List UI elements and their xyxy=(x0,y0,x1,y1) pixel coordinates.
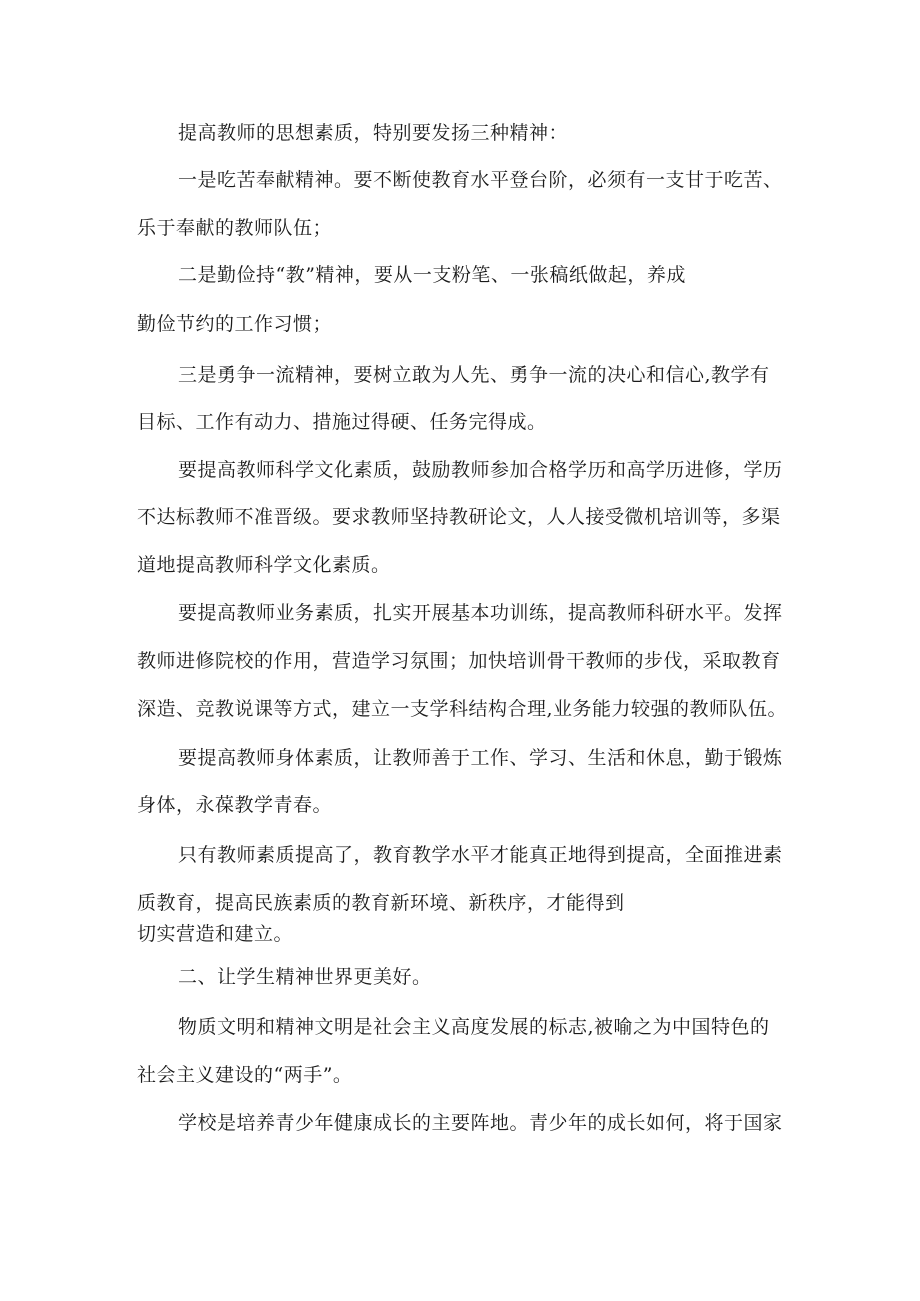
text-line: 质教育，提高民族素质的教育新环境、新秩序，才能得到 xyxy=(137,892,625,914)
section-heading: 二、让学生精神世界更美好。 xyxy=(178,966,432,988)
text-line: 要提高教师业务素质，扎实开展基本功训练，提高教师科研水平。发挥 xyxy=(178,602,783,624)
text-line: 教师进修院校的作用，营造学习氛围；加快培训骨干教师的步伐，采取教育 xyxy=(137,650,781,672)
text-line: 物质文明和精神文明是社会主义高度发展的标志,被喻之为中国特色的 xyxy=(178,1016,770,1038)
text-line: 要提高教师科学文化素质，鼓励教师参加合格学历和高学历进修，学历 xyxy=(178,459,783,481)
text-line: 道地提高教师科学文化素质。 xyxy=(137,554,391,576)
text-line: 深造、竞教说课等方式，建立一支学科结构合理,业务能力较强的教师队伍。 xyxy=(137,698,788,720)
text-line: 社会主义建设的“两手”。 xyxy=(137,1064,353,1086)
text-line: 切实营造和建立。 xyxy=(137,923,294,945)
text-line: 乐于奉献的教师队伍； xyxy=(137,217,333,239)
text-line: 身体，永葆教学青春。 xyxy=(137,794,333,816)
text-line: 提高教师的思想素质，特别要发扬三种精神： xyxy=(178,122,569,144)
text-line: 三是勇争一流精神，要树立敢为人先、勇争一流的决心和信心,教学有 xyxy=(178,364,770,386)
text-line: 一是吃苦奉献精神。要不断使教育水平登台阶，必须有一支甘于吃苦、 xyxy=(178,169,783,191)
text-line: 只有教师素质提高了，教育教学水平才能真正地得到提高，全面推进素 xyxy=(178,844,783,866)
text-line: 勤俭节约的工作习惯； xyxy=(137,313,333,335)
text-line: 不达标教师不准晋级。要求教师坚持教研论文，人人接受微机培训等，多渠 xyxy=(137,506,781,528)
text-line: 二是勤俭持“教”精神，要从一支粉笔、一张稿纸做起，养成 xyxy=(178,264,686,286)
text-line: 学校是培养青少年健康成长的主要阵地。青少年的成长如何，将于国家 xyxy=(178,1112,783,1134)
text-line: 要提高教师身体素质，让教师善于工作、学习、生活和休息，勤于锻炼 xyxy=(178,747,783,769)
text-line: 目标、工作有动力、措施过得硬、任务完得成。 xyxy=(137,411,547,433)
